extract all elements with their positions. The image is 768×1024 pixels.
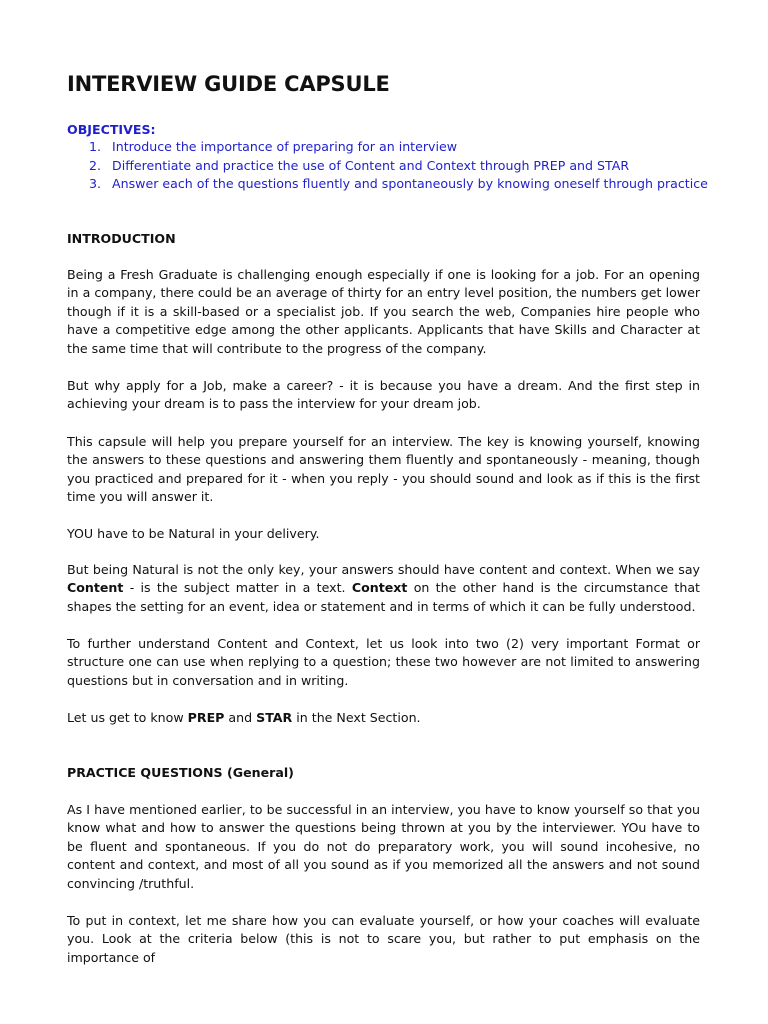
paragraph-5-text-c: on the other hand is the circumstance that shapes the setting for an event, idea or statement and in terms of which it can be fully understood. bbox=[67, 580, 700, 614]
objective-item bbox=[67, 175, 707, 194]
content-term: Content bbox=[67, 580, 124, 596]
practice-heading: PRACTICE QUESTIONS (General) bbox=[67, 765, 294, 780]
objectives-section bbox=[67, 121, 707, 194]
paragraph-7-text-c: in the Next Section. bbox=[292, 710, 421, 725]
intro-paragraph-1: Being a Fresh Graduate is challenging enough especially if one is looking for a job. For an opening in a company, there could be an average of thirty for an entry level position, the numbers get lower though if it is a skill-based or a specialist job. If you search the web, Companies hire people who have a competitive edge among the other applicants. Applicants that have Skills and Character at the same time that will contribute to the progress of the company. bbox=[67, 267, 700, 356]
paragraph-7-text-b: and bbox=[224, 710, 257, 725]
objective-item bbox=[67, 138, 707, 157]
intro-paragraph-5 bbox=[67, 561, 700, 616]
context-term: Context bbox=[351, 580, 408, 596]
paragraph-7-text-a: Let us get to know bbox=[67, 710, 188, 725]
introduction-heading: INTRODUCTION bbox=[67, 231, 176, 246]
intro-paragraph-4: YOU have to be Natural in your delivery. bbox=[67, 526, 320, 541]
paragraph-5-text-b: - is the subject matter in a text. bbox=[123, 580, 352, 596]
objective-text: Introduce the importance of preparing for an interview bbox=[112, 139, 458, 154]
intro-paragraph-2: But why apply for a Job, make a career? - it is because you have a dream. And the first step in achieving your dream is to pass the interview for your dream job. bbox=[67, 378, 700, 412]
objectives-heading: OBJECTIVES: bbox=[67, 122, 156, 137]
objective-text: Differentiate and practice the use of Content and Context through PREP and STAR bbox=[112, 157, 630, 173]
practice-paragraph-1: As I have mentioned earlier, to be successful in an interview, you have to know yourself so that you know what and how to answer the questions being thrown at you by the interviewer. YOu have to be fluent and spontaneous. If you do not do preparatory work, you will sound incohesive, no content and context, and most of all you sound as if you memorized all the answers and not sound convincing /truthful. bbox=[67, 802, 700, 891]
objective-number: 2. bbox=[89, 157, 102, 173]
objectives-list bbox=[67, 138, 707, 194]
prep-term: PREP bbox=[187, 710, 225, 725]
intro-paragraph-7 bbox=[67, 709, 700, 727]
objective-number: 1. bbox=[89, 139, 102, 154]
intro-paragraph-3: This capsule will help you prepare yourself for an interview. The key is knowing yourself, knowing the answers to these questions and answering them fluently and spontaneously - meaning, though you practiced and prepared for it - when you reply - you should sound and look as if this is the first time you will answer it. bbox=[67, 434, 700, 505]
document-title: INTERVIEW GUIDE CAPSULE bbox=[67, 72, 390, 96]
objective-number: 3. bbox=[89, 176, 102, 191]
objective-text: Answer each of the questions fluently and spontaneously by knowing oneself through practice bbox=[112, 176, 708, 191]
paragraph-5-text-a: But being Natural is not the only key, your answers should have content and context. When we say bbox=[67, 562, 700, 577]
objective-item bbox=[67, 157, 707, 176]
practice-paragraph-2: To put in context, let me share how you can evaluate yourself, or how your coaches will evaluate you. Look at the criteria below (this is not to scare you, but rather to put emphasis on the importance of bbox=[67, 913, 700, 965]
intro-paragraph-6: To further understand Content and Context, let us look into two (2) very important Format or structure one can use when replying to a question; these two however are not limited to answering questions but in conversation and in writing. bbox=[67, 636, 700, 688]
star-term: STAR bbox=[256, 710, 293, 725]
